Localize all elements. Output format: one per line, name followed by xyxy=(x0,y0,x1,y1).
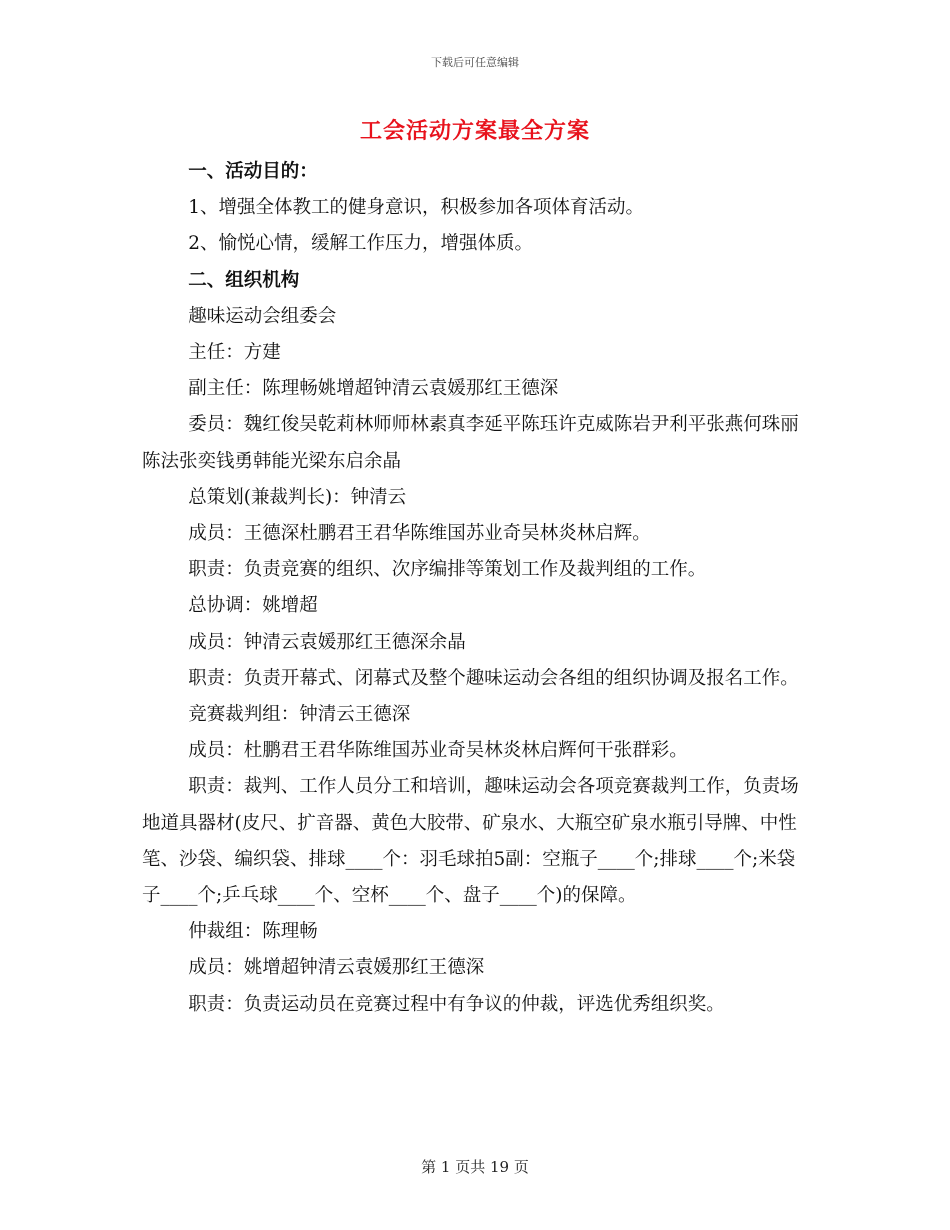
paragraph: 成员：姚增超钟清云袁媛那红王德深 xyxy=(188,957,485,979)
paragraph: 职责：负责竞赛的组织、次序编排等策划工作及裁判组的工作。 xyxy=(188,559,707,581)
section-heading-organization: 二、组织机构 xyxy=(188,269,300,291)
document-title: 工会活动方案最全方案 xyxy=(359,118,590,144)
paragraph: 成员：杜鹏君王君华陈维国苏业奇吴林炎林启辉何干张群彩。 xyxy=(188,740,688,762)
page-header-note: 下载后可任意编辑 xyxy=(431,56,519,69)
paragraph: 职责：负责开幕式、闭幕式及整个趣味运动会各组的组织协调及报名工作。 xyxy=(188,667,799,689)
paragraph: 总策划(兼裁判长)：钟清云 xyxy=(188,486,407,508)
paragraph: 主任：方建 xyxy=(188,342,281,364)
paragraph: 2、愉悦心情，缓解工作压力，增强体质。 xyxy=(188,233,534,255)
paragraph: 1、增强全体教工的健身意识，积极参加各项体育活动。 xyxy=(188,197,645,219)
paragraph: 仲裁组：陈理畅 xyxy=(188,921,318,943)
paragraph: 成员：钟清云袁媛那红王德深余晶 xyxy=(188,631,466,653)
document-body xyxy=(142,154,812,1023)
paragraph: 成员：王德深杜鹏君王君华陈维国苏业奇吴林炎林启辉。 xyxy=(188,523,651,545)
paragraph: 总协调：姚增超 xyxy=(188,595,318,617)
paragraph: 委员：魏红俊吴乾莉林师师林素真李延平陈珏许克威陈岩尹利平张燕何珠丽陈法张奕钱勇韩能光梁东启余晶 xyxy=(142,414,799,472)
paragraph: 副主任：陈理畅姚增超钟清云袁媛那红王德深 xyxy=(188,378,559,400)
paragraph: 职责：裁判、工作人员分工和培训，趣味运动会各项竞赛裁判工作，负责场地道具器材(皮尺、扩音器、黄色大胶带、矿泉水、大瓶空矿泉水瓶引导牌、中性笔、沙袋、编织袋、排球____个：羽毛球拍5副：空瓶子____个;排球____个;米袋子____个;乒乓球____个、空杯____个、盘子____个)的保障。 xyxy=(142,776,799,907)
page-number: 第 1 页共 19 页 xyxy=(421,1158,529,1176)
section-heading-purpose: 一、活动目的： xyxy=(188,161,318,182)
paragraph: 竞赛裁判组：钟清云王德深 xyxy=(188,704,411,726)
paragraph: 职责：负责运动员在竞赛过程中有争议的仲裁，评选优秀组织奖。 xyxy=(188,993,725,1015)
paragraph: 趣味运动会组委会 xyxy=(188,305,337,327)
